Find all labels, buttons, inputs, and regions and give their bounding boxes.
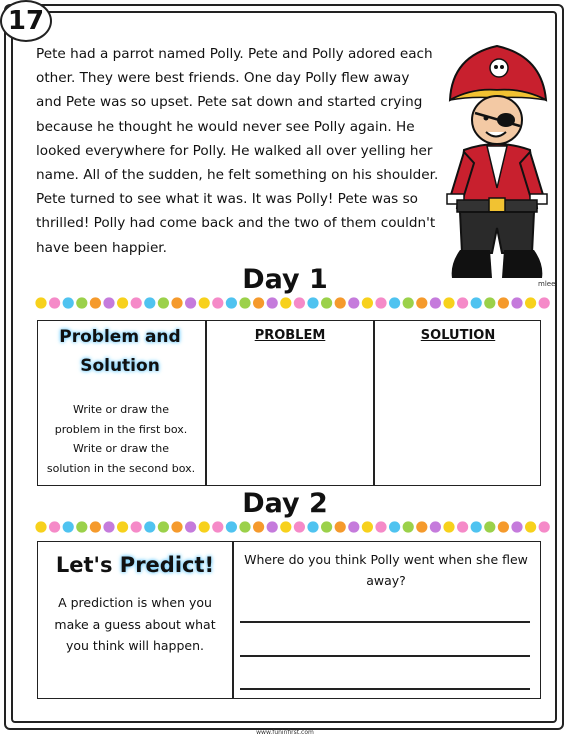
decorative-dot	[103, 521, 114, 532]
instruction-line: problem in the first box.	[54, 422, 188, 436]
decorative-dot	[280, 521, 291, 532]
decorative-dot	[131, 521, 142, 532]
decorative-dot	[348, 297, 359, 308]
story-line: name. All of the sudden, he felt something on his shoulder.	[36, 167, 439, 184]
decorative-dot	[362, 297, 373, 308]
decorative-dot	[348, 521, 359, 532]
day1-divider-2	[373, 320, 375, 486]
decorative-dot	[280, 297, 291, 308]
decorative-dot	[76, 521, 87, 532]
problem-solution-heading	[45, 323, 195, 381]
decorative-dot	[457, 297, 468, 308]
decorative-dot	[430, 521, 441, 532]
dot-border-day1	[34, 296, 554, 310]
decorative-dot	[321, 297, 332, 308]
decorative-dot	[403, 297, 414, 308]
definition-line: make a guess about what	[54, 616, 216, 632]
decorative-dot	[484, 297, 495, 308]
decorative-dot	[416, 521, 427, 532]
decorative-dot	[443, 521, 454, 532]
decorative-dot	[389, 297, 400, 308]
decorative-dot	[307, 521, 318, 532]
prediction-question	[236, 549, 536, 591]
decorative-dot	[171, 297, 182, 308]
story-line: other. They were best friends. One day Polly flew away	[36, 70, 410, 87]
decorative-dot	[144, 297, 155, 308]
dot-border-day2	[34, 520, 554, 534]
decorative-dot	[63, 297, 74, 308]
page-number: 17	[7, 6, 45, 36]
story-line: and Pete was so upset. Pete sat down and started crying	[36, 94, 423, 111]
decorative-dot	[239, 297, 250, 308]
decorative-dot	[226, 297, 237, 308]
question-line: away?	[366, 573, 406, 588]
page-number-badge	[0, 0, 52, 42]
decorative-dot	[158, 297, 169, 308]
question-line: Where do you think Polly went when she flew	[244, 552, 528, 567]
decorative-dot	[131, 297, 142, 308]
story-line: have been happier.	[36, 239, 167, 256]
decorative-dot	[144, 521, 155, 532]
decorative-dot	[403, 521, 414, 532]
decorative-dot	[471, 521, 482, 532]
writing-line[interactable]	[240, 621, 530, 623]
decorative-dot	[511, 297, 522, 308]
decorative-dot	[335, 297, 346, 308]
decorative-dot	[375, 521, 386, 532]
heading-line: Solution	[80, 356, 160, 376]
decorative-dot	[389, 521, 400, 532]
decorative-dot	[498, 297, 509, 308]
decorative-dot	[294, 297, 305, 308]
day2-title: Day 2	[242, 488, 328, 519]
decorative-dot	[199, 297, 210, 308]
decorative-dot	[539, 297, 550, 308]
decorative-dot	[498, 521, 509, 532]
decorative-dot	[525, 297, 536, 308]
solution-column-header: SOLUTION	[420, 328, 496, 343]
decorative-dot	[443, 297, 454, 308]
decorative-dot	[484, 521, 495, 532]
illustrator-signature: mlee	[538, 280, 556, 288]
decorative-dot	[90, 297, 101, 308]
writing-line[interactable]	[240, 688, 530, 690]
decorative-dot	[49, 521, 60, 532]
decorative-dot	[375, 297, 386, 308]
predict-word: Predict!	[119, 553, 215, 577]
decorative-dot	[35, 297, 46, 308]
decorative-dot	[267, 297, 278, 308]
definition-line: A prediction is when you	[58, 595, 212, 610]
decorative-dot	[49, 297, 60, 308]
story-line: looked everywhere for Polly. He walked all over yelling her	[36, 142, 433, 159]
decorative-dot	[63, 521, 74, 532]
story-line: because he thought he would never see Polly again. He	[36, 118, 415, 135]
decorative-dot	[226, 521, 237, 532]
day2-divider	[232, 541, 234, 699]
decorative-dot	[525, 521, 536, 532]
decorative-dot	[239, 521, 250, 532]
decorative-dot	[335, 521, 346, 532]
decorative-dot	[430, 297, 441, 308]
decorative-dot	[539, 521, 550, 532]
day1-divider-1	[205, 320, 207, 486]
predict-prefix: Let's	[55, 553, 120, 577]
instruction-line: solution in the second box.	[46, 461, 196, 475]
decorative-dot	[76, 297, 87, 308]
decorative-dot	[103, 297, 114, 308]
decorative-dot	[212, 297, 223, 308]
decorative-dot	[253, 297, 264, 308]
story-line: Pete had a parrot named Polly. Pete and Polly adored each	[36, 46, 433, 62]
decorative-dot	[457, 521, 468, 532]
story-passage	[36, 42, 448, 260]
decorative-dot	[199, 521, 210, 532]
problem-answer-area[interactable]	[208, 350, 371, 484]
day1-instructions	[41, 400, 201, 478]
decorative-dot	[117, 521, 128, 532]
prediction-definition	[40, 592, 230, 657]
predict-heading	[40, 553, 230, 577]
instruction-line: Write or draw the	[72, 403, 170, 416]
decorative-dot	[267, 521, 278, 532]
writing-line[interactable]	[240, 655, 530, 657]
problem-column-header: PROBLEM	[254, 328, 326, 343]
decorative-dot	[90, 521, 101, 532]
definition-line: you think will happen.	[65, 638, 205, 653]
decorative-dot	[171, 521, 182, 532]
decorative-dot	[212, 521, 223, 532]
pirate-illustration	[442, 38, 556, 288]
heading-line: Problem and	[59, 327, 181, 347]
story-line: Pete turned to see what it was. It was Polly! Pete was so	[36, 191, 418, 208]
instruction-line: Write or draw the	[72, 442, 170, 455]
decorative-dot	[158, 521, 169, 532]
decorative-dot	[185, 297, 196, 308]
decorative-dot	[253, 521, 264, 532]
decorative-dot	[416, 297, 427, 308]
decorative-dot	[362, 521, 373, 532]
decorative-dot	[185, 521, 196, 532]
decorative-dot	[35, 521, 46, 532]
day1-title: Day 1	[242, 264, 328, 295]
decorative-dot	[511, 521, 522, 532]
decorative-dot	[294, 521, 305, 532]
story-line: thrilled! Polly had come back and the two of them couldn't	[36, 215, 436, 232]
footer-website: www.funinfirst.com	[256, 729, 314, 736]
decorative-dot	[321, 521, 332, 532]
decorative-dot	[307, 297, 318, 308]
decorative-dot	[471, 297, 482, 308]
solution-answer-area[interactable]	[376, 350, 539, 484]
decorative-dot	[117, 297, 128, 308]
